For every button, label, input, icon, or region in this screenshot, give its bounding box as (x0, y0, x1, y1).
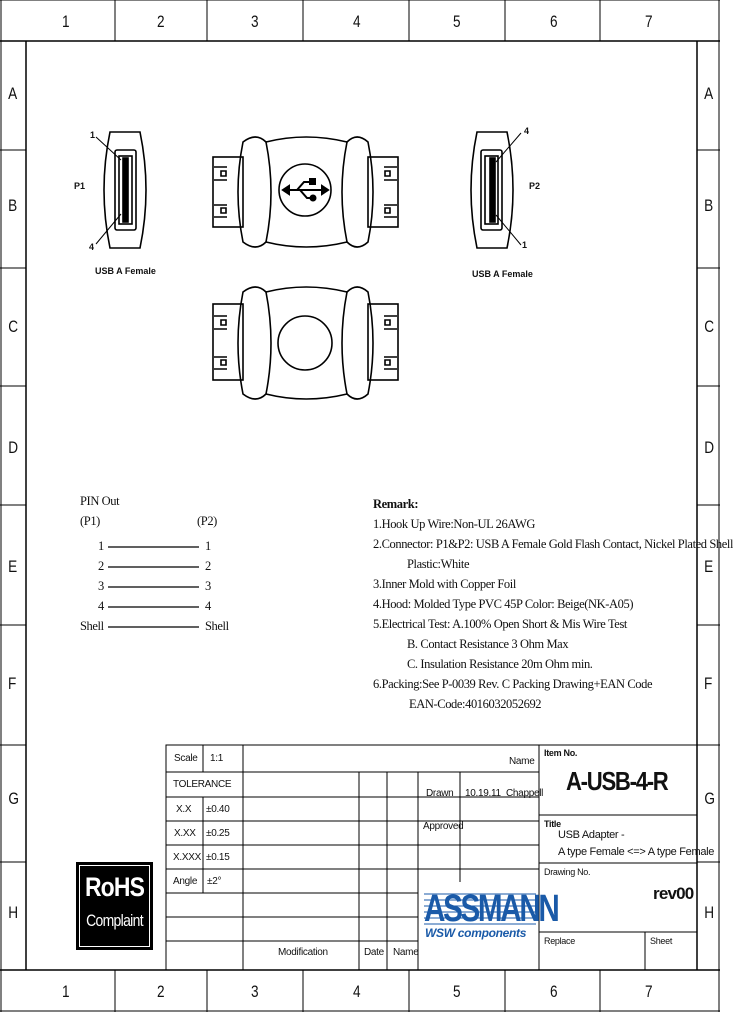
pinout-title: PIN Out (80, 494, 120, 508)
zone-number-top-3: 3 (250, 12, 259, 31)
assmann-logo (424, 888, 558, 940)
remark-line: 5.Electrical Test: A.100% Open Short & Mis Wire Test (373, 617, 627, 631)
pinout-left-header: (P1) (80, 514, 100, 528)
zone-letter-right-b: B (704, 196, 714, 215)
zone-number-bottom-7: 7 (644, 982, 653, 1001)
left-pin-bottom-label: 4 (89, 242, 95, 252)
remark-line: 3.Inner Mold with Copper Foil (373, 577, 516, 591)
remark-line: 2.Connector: P1&P2: USB A Female Gold Flash Contact, Nickel Plated Shell (373, 537, 733, 551)
tol-row-value: ±0.25 (206, 828, 230, 839)
pinout-row-left: 4 (98, 599, 104, 613)
left-pin-top-label: 1 (90, 130, 96, 140)
pinout-row-left: 3 (98, 579, 104, 593)
zone-number-bottom-1: 1 (61, 982, 70, 1001)
zone-number-bottom-5: 5 (452, 982, 461, 1001)
pinout-row-right: 4 (205, 599, 211, 613)
tol-row-label: X.XXX (173, 852, 201, 863)
left-caption: USB A Female (95, 266, 156, 276)
rohs-badge (76, 862, 153, 950)
right-pin-bottom-label: 1 (522, 240, 528, 250)
zone-letter-left-f: F (8, 674, 17, 693)
pinout-right-header: (P2) (197, 514, 217, 528)
revision: rev00 (653, 884, 694, 903)
modification-label: Modification (278, 947, 328, 958)
pinout-row-right: 2 (205, 559, 211, 573)
zone-letter-right-f: F (704, 674, 713, 693)
remark-line: EAN-Code:4016032052692 (409, 697, 542, 711)
remark-line: C. Insulation Resistance 20m Ohm min. (407, 657, 593, 671)
zone-letter-right-d: D (704, 438, 715, 457)
rohs-title: RoHS (84, 872, 145, 902)
zone-letter-right-c: C (704, 317, 715, 336)
tol-row-value: ±0.40 (206, 804, 230, 815)
remarks-title: Remark: (373, 497, 419, 511)
rohs-subtitle: Complaint (86, 911, 143, 930)
zone-letter-left-b: B (8, 196, 18, 215)
zone-letter-right-h: H (704, 903, 715, 922)
item-no-label: Item No. (544, 748, 578, 758)
zone-letter-right-e: E (704, 557, 714, 576)
brand-subtitle: WSW components (425, 926, 527, 940)
drawn-name: Chappell (506, 788, 544, 799)
sheet-label: Sheet (650, 936, 673, 946)
remark-line: 6.Packing:See P-0039 Rev. C Packing Drawing+EAN Code (373, 677, 653, 691)
pinout-row-left: 2 (98, 559, 104, 573)
tolerance-label: TOLERANCE (173, 779, 232, 790)
title-line-1: USB Adapter - (558, 829, 625, 841)
title-label: Title (544, 819, 561, 829)
remark-line: Plastic:White (407, 557, 470, 571)
scale-value: 1:1 (210, 753, 224, 764)
zone-number-top-7: 7 (644, 12, 653, 31)
tol-row-label: Angle (173, 876, 198, 887)
name-column-label: Name (393, 947, 419, 958)
tol-row-value: ±2° (207, 876, 222, 887)
remark-line: B. Contact Resistance 3 Ohm Max (407, 637, 569, 651)
zone-letter-left-a: A (8, 84, 18, 103)
approved-label: Approved (423, 821, 464, 832)
zone-number-bottom-2: 2 (156, 982, 165, 1001)
name-label: Name (509, 756, 535, 767)
remark-line: 1.Hook Up Wire:Non-UL 26AWG (373, 517, 535, 531)
zone-number-bottom-4: 4 (352, 982, 361, 1001)
tol-row-label: X.XX (174, 828, 196, 839)
zone-letter-left-g: G (8, 789, 19, 808)
drawing-no-label: Drawing No. (544, 867, 591, 877)
right-pin-top-label: 4 (524, 126, 530, 136)
remark-line: 4.Hood: Molded Type PVC 45P Color: Beige(NK-A05) (373, 597, 634, 611)
pinout-row-left: 1 (98, 539, 104, 553)
tol-row-value: ±0.15 (206, 852, 230, 863)
drawn-label: Drawn (426, 788, 454, 799)
zone-number-top-5: 5 (452, 12, 461, 31)
zone-letter-left-c: C (8, 317, 19, 336)
zone-letter-right-a: A (704, 84, 714, 103)
zone-letter-left-e: E (8, 557, 18, 576)
tol-row-label: X.X (176, 804, 192, 815)
zone-letter-right-g: G (704, 789, 715, 808)
zone-letter-left-h: H (8, 903, 19, 922)
item-number: A-USB-4-R (566, 766, 668, 796)
zone-number-bottom-6: 6 (549, 982, 558, 1001)
zone-number-top-6: 6 (549, 12, 558, 31)
zone-number-top-2: 2 (156, 12, 165, 31)
zone-number-top-1: 1 (61, 12, 70, 31)
pinout-row-right: Shell (205, 619, 229, 633)
right-port-label: P2 (529, 181, 541, 191)
scale-label: Scale (174, 753, 198, 764)
drawn-date: 10.19.11 (465, 788, 501, 799)
brand-name: ASSMANN (424, 888, 558, 930)
zone-number-bottom-3: 3 (250, 982, 259, 1001)
pinout-row-right: 3 (205, 579, 211, 593)
date-label: Date (364, 947, 384, 958)
title-line-2: A type Female <=> A type Female (558, 846, 715, 858)
left-port-label: P1 (74, 181, 86, 191)
pinout-row-right: 1 (205, 539, 211, 553)
pinout-row-left: Shell (80, 619, 104, 633)
replace-label: Replace (544, 936, 575, 946)
right-caption: USB A Female (472, 269, 533, 279)
zone-letter-left-d: D (8, 438, 19, 457)
zone-number-top-4: 4 (352, 12, 361, 31)
